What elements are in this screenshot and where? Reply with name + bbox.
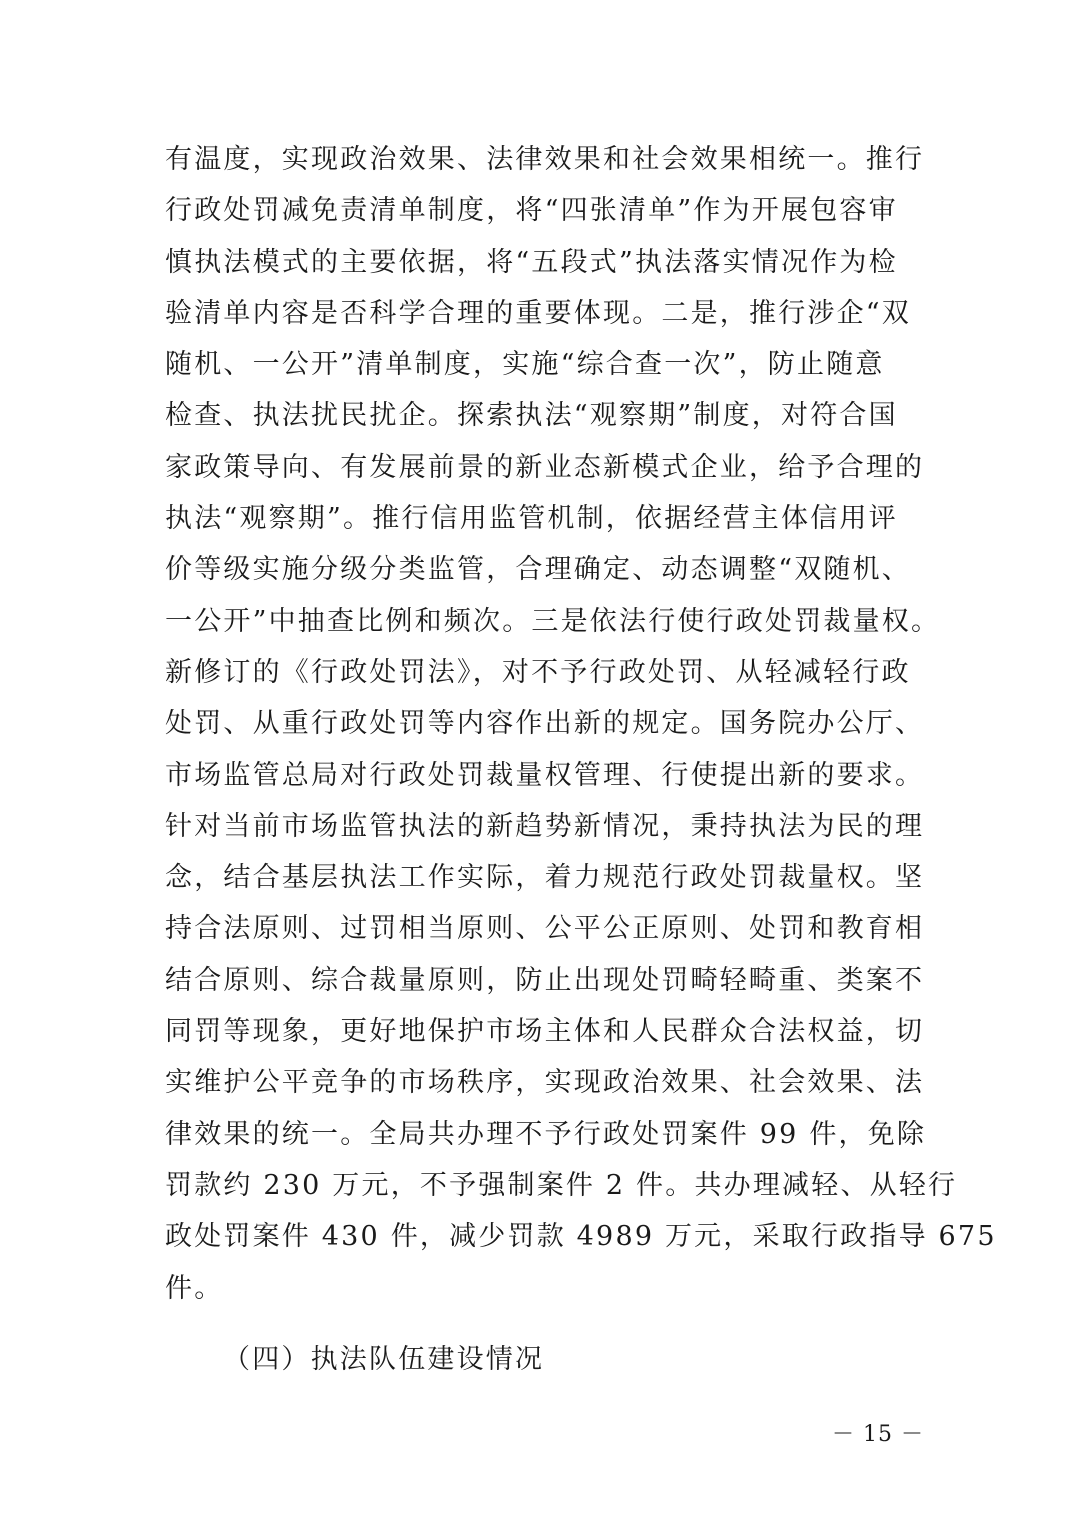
text-line: 持合法原则、过罚相当原则、公平公正原则、处罚和教育相 <box>165 913 925 945</box>
text-line: 有温度，实现政治效果、法律效果和社会效果相统一。推行 <box>165 144 925 175</box>
text-line: 件。 <box>165 1272 224 1304</box>
text-line: 罚款约 230 万元，不予强制案件 2 件。共办理减轻、从轻行 <box>165 1169 958 1201</box>
text-line: 政处罚案件 430 件，减少罚款 4989 万元，采取行政指导 675 <box>165 1221 997 1253</box>
text-line: 结合原则、综合裁量原则，防止出现处罚畸轻畸重、类案不 <box>165 964 925 996</box>
text-line: 家政策导向、有发展前景的新业态新模式企业，给予合理的 <box>165 451 925 483</box>
text-line: 验清单内容是否科学合理的重要体现。二是，推行涉企“双 <box>165 297 912 329</box>
text-line: 执法“观察期”。推行信用监管机制，依据经营主体信用评 <box>165 503 898 535</box>
page-number: － 15 － <box>832 1422 924 1447</box>
text-line: 检查、执法扰民扰企。探索执法“观察期”制度，对符合国 <box>165 400 898 432</box>
text-line: 实维护公平竞争的市场秩序，实现政治效果、社会效果、法 <box>165 1067 925 1099</box>
text-line: 念，结合基层执法工作实际，着力规范行政处罚裁量权。坚 <box>165 862 925 894</box>
text-line: 行政处罚减免责清单制度，将“四张清单”作为开展包容审 <box>165 195 898 227</box>
text-line: 新修订的《行政处罚法》，对不予行政处罚、从轻减轻行政 <box>165 656 911 688</box>
text-line: 一公开”中抽查比例和频次。三是依法行使行政处罚裁量权。 <box>165 605 941 637</box>
text-line: 同罚等现象，更好地保护市场主体和人民群众合法权益，切 <box>165 1016 925 1048</box>
section-heading: （四）执法队伍建设情况 <box>223 1344 545 1375</box>
text-line: 价等级实施分级分类监管，合理确定、动态调整“双随机、 <box>165 554 912 586</box>
text-line: 律效果的统一。全局共办理不予行政处罚案件 99 件，免除 <box>165 1118 927 1150</box>
text-line: 市场监管总局对行政处罚裁量权管理、行使提出新的要求。 <box>165 759 925 791</box>
text-line: 慎执法模式的主要依据，将“五段式”执法落实情况作为检 <box>165 246 898 278</box>
text-line: 随机、一公开”清单制度，实施“综合查一次”，防止随意 <box>165 349 885 381</box>
body-paragraph <box>165 134 997 1314</box>
text-line: 处罚、从重行政处罚等内容作出新的规定。国务院办公厅、 <box>165 708 925 740</box>
text-line: 针对当前市场监管执法的新趋势新情况，秉持执法为民的理 <box>165 810 925 842</box>
